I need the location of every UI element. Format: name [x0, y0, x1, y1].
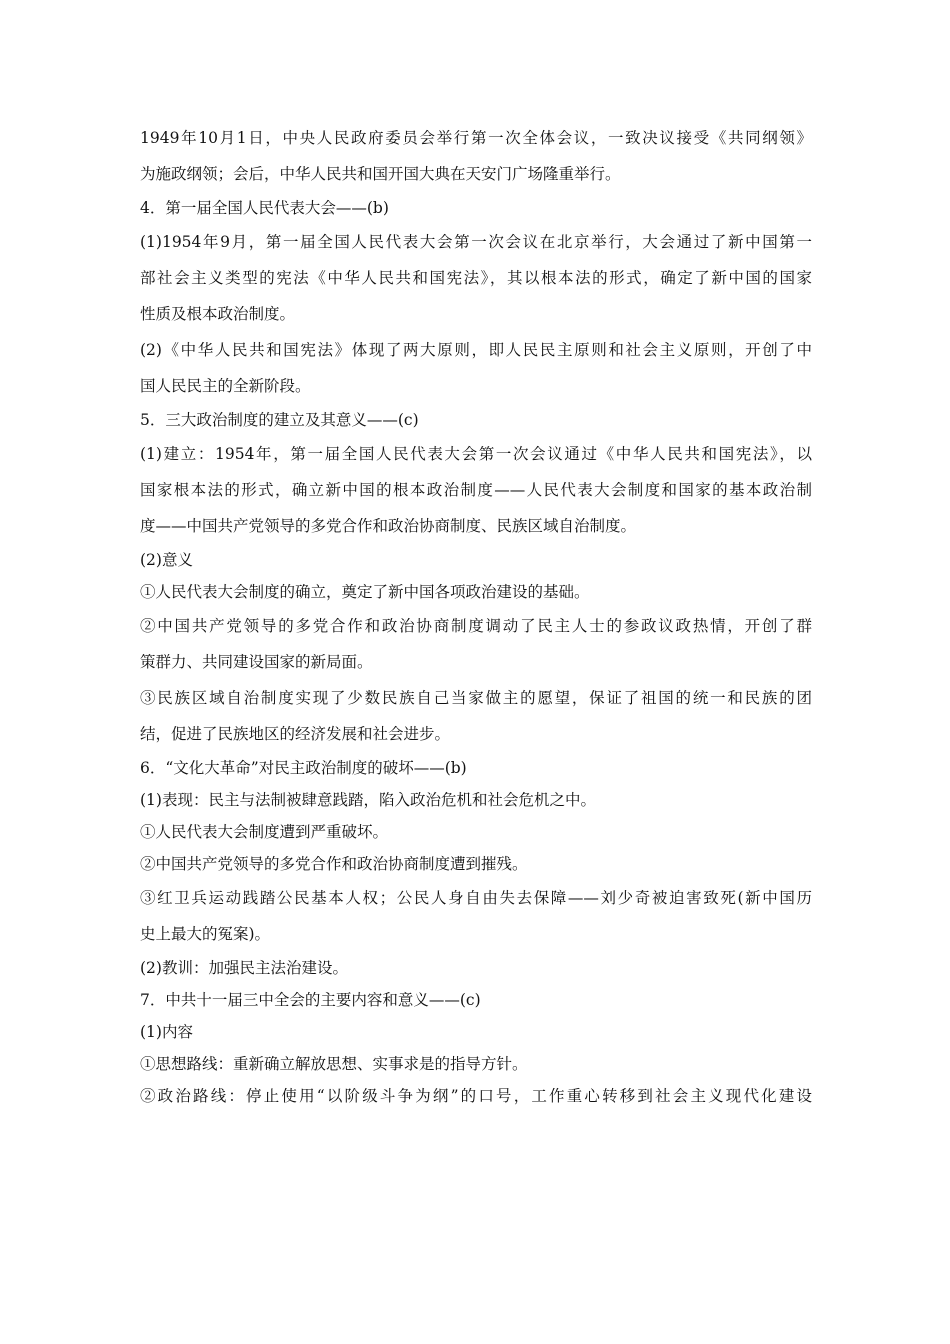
section-heading-6: 6．“文化大革命”对民主政治制度的破坏——(b) — [140, 759, 467, 777]
paragraph-line: (2)教训：加强民主法治建设。 — [140, 959, 348, 977]
list-item: ③民族区域自治制度实现了少数民族自己当家做主的愿望，保证了祖国的统一和民族的团 — [140, 689, 812, 707]
list-item: ①人民代表大会制度遭到严重破坏。 — [140, 823, 389, 841]
paragraph-line: 性质及根本政治制度。 — [140, 305, 296, 323]
section-heading-4: 4．第一届全国人民代表大会——(b) — [140, 199, 389, 217]
paragraph-line: 度——中国共产党领导的多党合作和政治协商制度、民族区域自治制度。 — [140, 517, 637, 535]
list-item: ①人民代表大会制度的确立，奠定了新中国各项政治建设的基础。 — [140, 583, 590, 601]
paragraph-line: (2)《中华人民共和国宪法》体现了两大原则，即人民民主原则和社会主义原则，开创了中 — [140, 341, 812, 359]
list-item: ②中国共产党领导的多党合作和政治协商制度调动了民主人士的参政议政热情，开创了群 — [140, 617, 812, 635]
document-page — [140, 120, 812, 1112]
list-item: ②政治路线：停止使用“以阶级斗争为纲”的口号，工作重心转移到社会主义现代化建设 — [140, 1087, 812, 1105]
list-item-continued: 策群力、共同建设国家的新局面。 — [140, 653, 373, 671]
subheading-content: (1)内容 — [140, 1023, 193, 1041]
paragraph-line: 部社会主义类型的宪法《中华人民共和国宪法》，其以根本法的形式，确定了新中国的国家 — [140, 269, 812, 287]
list-item: ③红卫兵运动践踏公民基本人权；公民人身自由失去保障——刘少奇被迫害致死(新中国历 — [140, 889, 812, 907]
list-item-continued: 结，促进了民族地区的经济发展和社会进步。 — [140, 725, 451, 743]
subheading-significance: (2)意义 — [140, 551, 193, 569]
paragraph-line: 为施政纲领；会后，中华人民共和国开国大典在天安门广场隆重举行。 — [140, 165, 621, 183]
section-heading-7: 7．中共十一届三中全会的主要内容和意义——(c) — [140, 991, 481, 1009]
paragraph-line: 国家根本法的形式，确立新中国的根本政治制度——人民代表大会制度和国家的基本政治制 — [140, 481, 812, 499]
paragraph-line: (1)表现：民主与法制被肆意践踏，陷入政治危机和社会危机之中。 — [140, 791, 596, 809]
paragraph-line: 1949年10月1日，中央人民政府委员会举行第一次全体会议，一致决议接受《共同纲领》 — [140, 129, 812, 147]
list-item: ②中国共产党领导的多党合作和政治协商制度遭到摧残。 — [140, 855, 528, 873]
list-item-continued: 史上最大的冤案)。 — [140, 925, 271, 943]
paragraph-line: (1)1954年9月，第一届全国人民代表大会第一次会议在北京举行，大会通过了新中国第一 — [140, 233, 812, 251]
list-item: ①思想路线：重新确立解放思想、实事求是的指导方针。 — [140, 1055, 528, 1073]
paragraph-line: 国人民民主的全新阶段。 — [140, 377, 311, 395]
paragraph-line: (1)建立：1954年，第一届全国人民代表大会第一次会议通过《中华人民共和国宪法》，以 — [140, 445, 812, 463]
section-heading-5: 5．三大政治制度的建立及其意义——(c) — [140, 411, 419, 429]
